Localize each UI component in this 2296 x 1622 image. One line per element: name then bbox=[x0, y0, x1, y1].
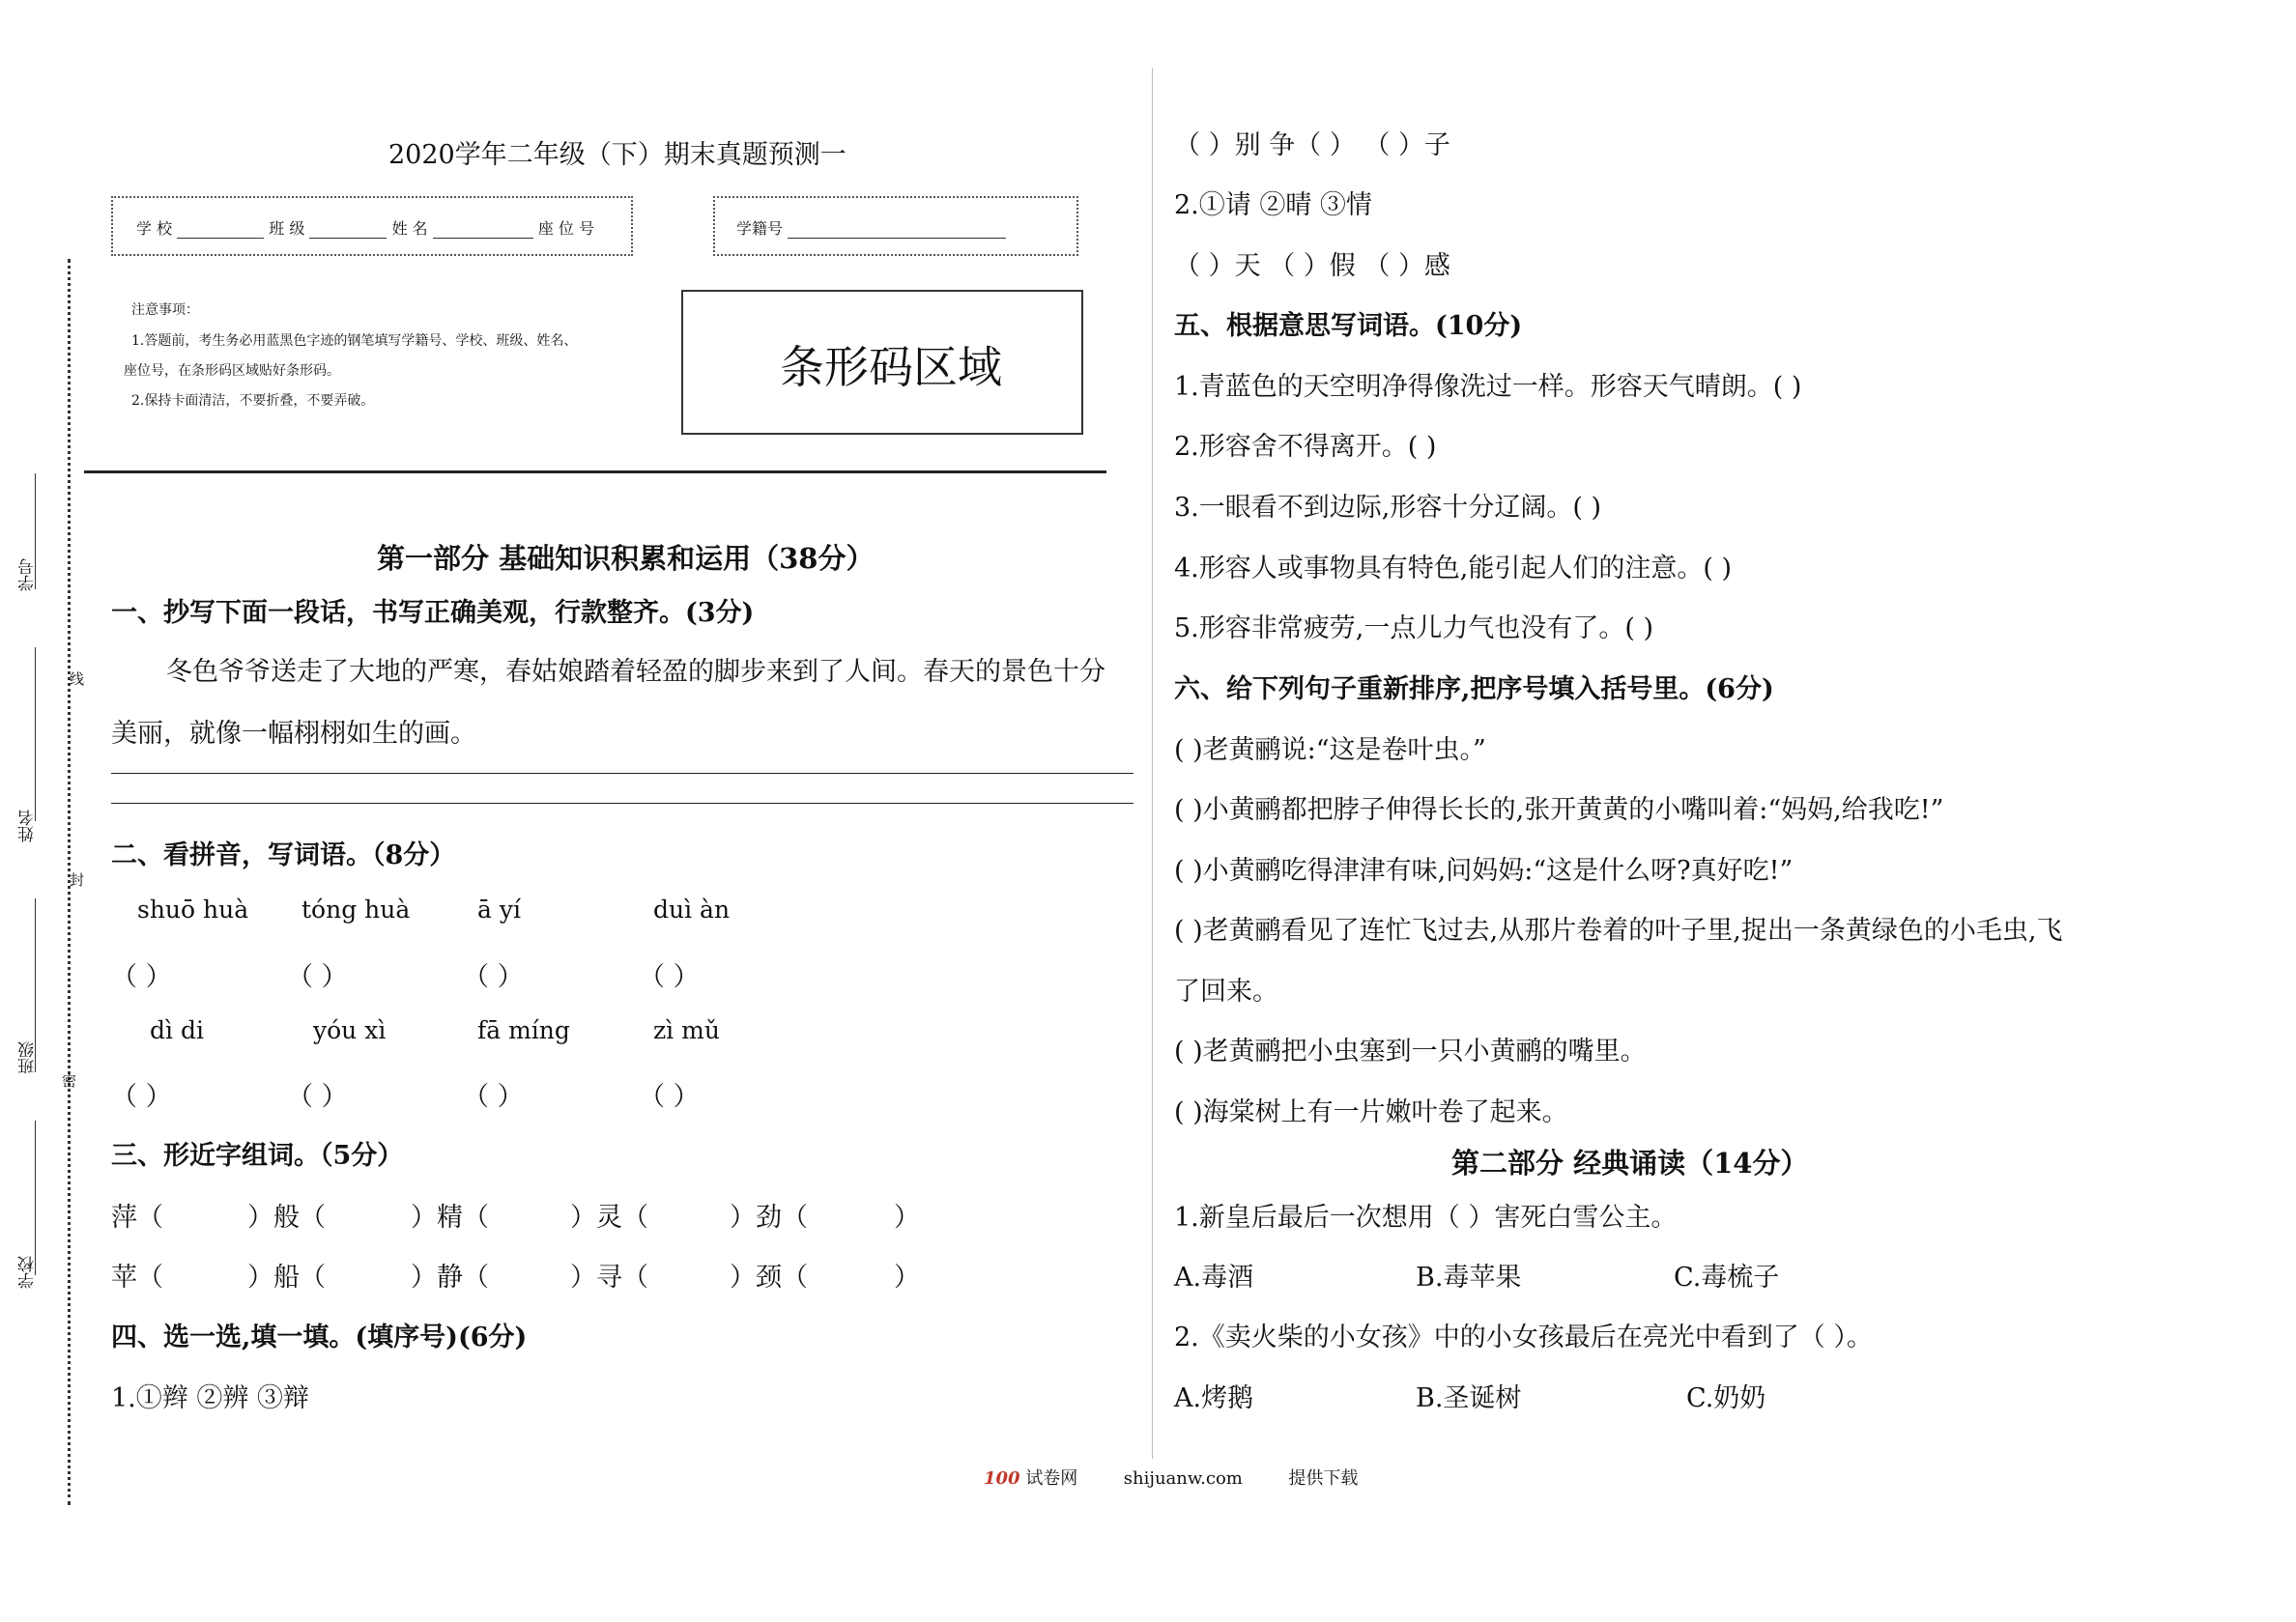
info-field-name: 姓 名 bbox=[391, 219, 428, 238]
q2-answer-1[interactable]: （ ） bbox=[111, 962, 172, 992]
q2-answer-8[interactable]: （ ） bbox=[639, 1082, 700, 1112]
info-field-class: 班 级 bbox=[269, 219, 305, 238]
part2-q2-option-b[interactable]: B.圣诞树 bbox=[1416, 1383, 1522, 1413]
q5-item-1: 1.青蓝色的天空明净得像洗过一样。形容天气晴朗。( ) bbox=[1174, 372, 1802, 402]
part2-q2: 2.《卖火柴的小女孩》中的小女孩最后在亮光中看到了（ ）。 bbox=[1174, 1323, 1873, 1352]
q2-pinyin-2: tóng huà bbox=[301, 896, 411, 924]
q4-line3: 2.①请 ②晴 ③情 bbox=[1174, 190, 1372, 220]
notice-2: 2.保持卡面清洁，不要折叠，不要弄破。 bbox=[131, 393, 375, 409]
q2-pinyin-7: fā míng bbox=[477, 1016, 570, 1044]
q1-writing-line-2[interactable] bbox=[111, 803, 1134, 804]
footer-note: 提供下载 bbox=[1288, 1468, 1359, 1489]
part2-q2-option-c[interactable]: C.奶奶 bbox=[1686, 1383, 1766, 1413]
q5-item-4: 4.形容人或事物具有特色,能引起人们的注意。( ) bbox=[1174, 554, 1732, 583]
footer-logo-icon: 100 bbox=[984, 1468, 1020, 1489]
q1-passage-line1: 冬色爷爷送走了大地的严寒，春姑娘踏着轻盈的脚步来到了人间。春天的景色十分 bbox=[166, 657, 1105, 687]
q6-item-3: ( )小黄鹂吃得津津有味,问妈妈:“这是什么呀?真好吃!” bbox=[1174, 856, 1794, 886]
info-box bbox=[111, 196, 633, 256]
column-divider bbox=[1152, 68, 1153, 1459]
q6-title: 六、给下列句子重新排序,把序号填入括号里。(6分) bbox=[1174, 674, 1774, 704]
side-label-school: 学校 bbox=[18, 1256, 38, 1289]
q3-row1-f: ） bbox=[894, 1203, 920, 1233]
seal-mark-line: 线 bbox=[70, 670, 85, 688]
q2-answer-3[interactable]: （ ） bbox=[463, 962, 524, 992]
class-blank[interactable] bbox=[309, 220, 387, 239]
q6-item-5: ( )老黄鹂把小虫塞到一只小黄鹂的嘴里。 bbox=[1174, 1037, 1647, 1067]
part2-q1-option-c[interactable]: C.毒梳子 bbox=[1674, 1263, 1780, 1293]
q2-answer-5[interactable]: （ ） bbox=[111, 1082, 172, 1112]
q5-item-5: 5.形容非常疲劳,一点儿力气也没有了。( ) bbox=[1174, 613, 1653, 643]
q3-row2-f: ） bbox=[894, 1263, 920, 1293]
q2-title: 二、看拼音，写词语。（8分） bbox=[111, 840, 456, 870]
q5-title: 五、根据意思写词语。(10分) bbox=[1174, 311, 1523, 341]
notice-1b: 座位号，在条形码区域贴好条形码。 bbox=[124, 363, 340, 379]
school-blank[interactable] bbox=[177, 220, 264, 239]
q3-row1-e: ）劲（ bbox=[730, 1203, 808, 1233]
q2-answer-2[interactable]: （ ） bbox=[287, 962, 348, 992]
q5-item-3: 3.一眼看不到边际,形容十分辽阔。( ) bbox=[1174, 493, 1601, 523]
q2-pinyin-4: duì àn bbox=[653, 896, 731, 924]
q3-row1-b: ）般（ bbox=[247, 1203, 326, 1233]
info-field-school: 学 校 bbox=[136, 219, 173, 238]
student-id-label: 学籍号 bbox=[736, 219, 784, 238]
side-label-class: 班级 bbox=[18, 1041, 38, 1074]
q5-item-2: 2.形容舍不得离开。( ) bbox=[1174, 432, 1437, 462]
side-label-name: 姓名 bbox=[18, 810, 38, 842]
side-label-student-no: 学号 bbox=[18, 558, 38, 591]
barcode-area bbox=[681, 290, 1083, 435]
q2-pinyin-6: yóu xì bbox=[313, 1016, 387, 1044]
q3-row1-d: ）灵（ bbox=[570, 1203, 648, 1233]
q1-title: 一、抄写下面一段话，书写正确美观，行款整齐。(3分) bbox=[111, 598, 755, 628]
name-blank[interactable] bbox=[433, 220, 533, 239]
part2-q1-option-b[interactable]: B.毒苹果 bbox=[1416, 1263, 1522, 1293]
part1-title: 第一部分 基础知识积累和运用（38分） bbox=[377, 542, 875, 575]
part2-q1: 1.新皇后最后一次想用（ ）害死白雪公主。 bbox=[1174, 1203, 1678, 1233]
q3-row2-c: ）静（ bbox=[411, 1263, 489, 1293]
q2-pinyin-8: zì mǔ bbox=[653, 1016, 720, 1044]
q4-line1: 1.①辫 ②辨 ③辩 bbox=[111, 1383, 309, 1413]
side-line-4 bbox=[35, 1121, 36, 1275]
student-id-blank[interactable] bbox=[788, 220, 1006, 239]
q1-writing-line-1[interactable] bbox=[111, 773, 1134, 774]
q3-row2-d: ）寻（ bbox=[570, 1263, 648, 1293]
q1-passage-line2: 美丽，就像一幅栩栩如生的画。 bbox=[111, 719, 476, 749]
q3-row1-c: ）精（ bbox=[411, 1203, 489, 1233]
q2-pinyin-1: shuō huà bbox=[137, 896, 249, 924]
footer-url[interactable]: shijuanw.com bbox=[1123, 1468, 1243, 1489]
q2-answer-4[interactable]: （ ） bbox=[639, 962, 700, 992]
q3-title: 三、形近字组词。（5分） bbox=[111, 1141, 404, 1171]
notice-title: 注意事项： bbox=[131, 302, 199, 318]
seal-mark-secret: 密 bbox=[62, 1072, 77, 1090]
seal-mark-seal: 封 bbox=[70, 871, 85, 889]
footer-site-name: 试卷网 bbox=[1025, 1468, 1078, 1489]
q6-item-2: ( )小黄鹂都把脖子伸得长长的,张开黄黄的小嘴叫着:“妈妈,给我吃!” bbox=[1174, 795, 1944, 825]
q4-line4: （ ）天 （ ）假 （ ）感 bbox=[1174, 251, 1450, 281]
part2-q2-option-a[interactable]: A.烤鹅 bbox=[1174, 1383, 1254, 1413]
q6-item-1: ( )老黄鹂说:“这是卷叶虫。” bbox=[1174, 735, 1486, 765]
page-title: 2020学年二年级（下）期末真题预测一 bbox=[388, 140, 847, 170]
part2-q1-option-a[interactable]: A.毒酒 bbox=[1174, 1263, 1254, 1293]
part2-title: 第二部分 经典诵读（14分） bbox=[1451, 1147, 1809, 1180]
info-field-seat: 座 位 号 bbox=[537, 219, 595, 238]
q6-item-4-cont: 了回来。 bbox=[1174, 977, 1278, 1007]
q3-row2-e: ）颈（ bbox=[730, 1263, 808, 1293]
q2-pinyin-3: ā yí bbox=[477, 896, 521, 924]
header-divider bbox=[84, 470, 1106, 473]
q4-title: 四、选一选,填一填。(填序号)(6分) bbox=[111, 1323, 528, 1352]
q3-row1-a: 萍（ bbox=[111, 1203, 163, 1233]
q2-answer-6[interactable]: （ ） bbox=[287, 1082, 348, 1112]
q3-row2-a: 苹（ bbox=[111, 1263, 163, 1293]
q2-pinyin-5: dì di bbox=[150, 1016, 204, 1044]
notice-1a: 1.答题前，考生务必用蓝黑色字迹的钢笔填写学籍号、学校、班级、姓名、 bbox=[131, 333, 578, 349]
q2-answer-7[interactable]: （ ） bbox=[463, 1082, 524, 1112]
side-line-2 bbox=[35, 647, 36, 821]
student-id-box bbox=[713, 196, 1078, 256]
footer bbox=[984, 1465, 1358, 1490]
q4-line2: （ ）别 争（ ） （ ）子 bbox=[1174, 130, 1450, 160]
q3-row2-b: ）船（ bbox=[247, 1263, 326, 1293]
barcode-label: 条形码区域 bbox=[780, 341, 1002, 393]
q6-item-6: ( )海棠树上有一片嫩叶卷了起来。 bbox=[1174, 1097, 1568, 1127]
q6-item-4: ( )老黄鹂看见了连忙飞过去,从那片卷着的叶子里,捉出一条黄绿色的小毛虫,飞 bbox=[1174, 916, 2063, 946]
